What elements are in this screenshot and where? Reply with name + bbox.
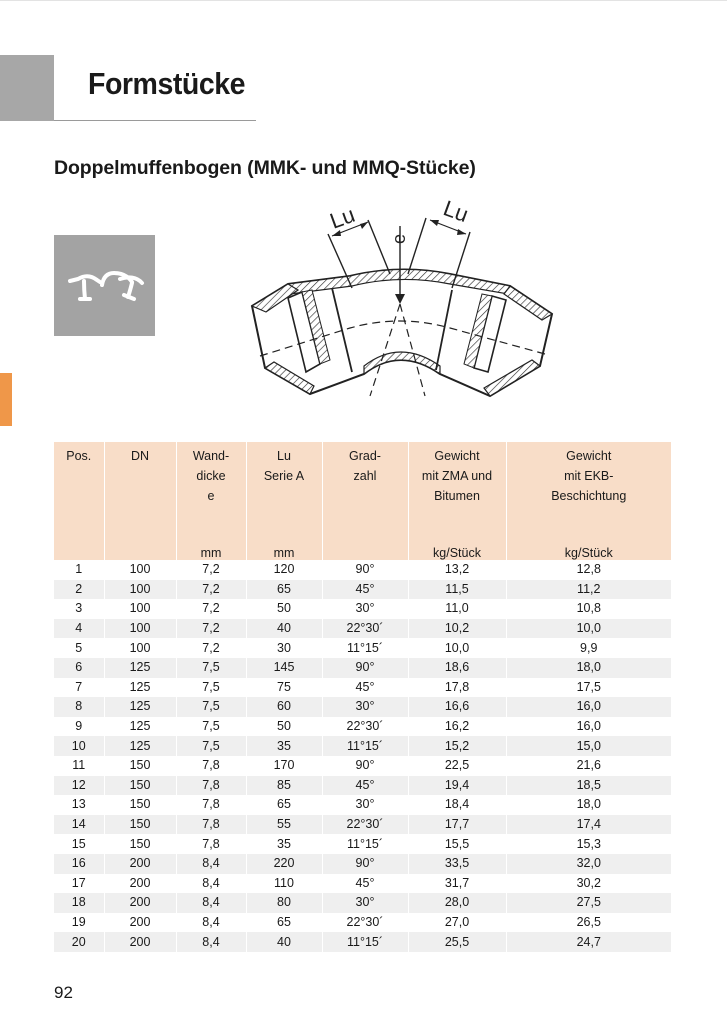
- table-cell: 14: [54, 815, 104, 835]
- table-cell: 19: [71, 914, 86, 929]
- table-cell: 40: [246, 932, 322, 952]
- table-cell: 145: [246, 658, 322, 678]
- table-cell: 100: [104, 599, 176, 619]
- table-cell: 11°15´: [322, 932, 408, 952]
- table-cell: 45°: [322, 874, 408, 894]
- table-cell: 90°: [322, 560, 408, 580]
- table-cell: 16,2: [408, 717, 506, 737]
- table-row: [54, 776, 671, 796]
- table-cell: 12: [54, 776, 104, 796]
- table-cell: 30°: [322, 795, 408, 815]
- table-cell: 9: [75, 719, 83, 734]
- table-cell: 30°: [322, 893, 408, 913]
- table-cell: 120: [246, 560, 322, 580]
- table-cell: 35: [246, 736, 322, 756]
- table-cell: 30,2: [506, 874, 671, 894]
- table-cell: 90°: [322, 658, 408, 678]
- table-cell: 150: [104, 815, 176, 835]
- diagram-label-lu-left: Lu: [326, 201, 359, 234]
- table-cell: 7,5: [176, 658, 246, 678]
- table-cell: 100: [104, 638, 176, 658]
- table-cell: 125: [104, 658, 176, 678]
- table-cell: 50: [246, 599, 322, 619]
- table-cell: 85: [246, 776, 322, 796]
- table-cell: 125: [104, 678, 176, 698]
- diagram-label-lu-right: Lu: [440, 196, 472, 228]
- table-body: [54, 560, 671, 952]
- table-row: [54, 678, 671, 698]
- table-cell: 10,0: [506, 619, 671, 639]
- table-cell: 15,0: [506, 736, 671, 756]
- table-cell: 24,7: [506, 932, 671, 952]
- column-header: [54, 442, 104, 560]
- page-title: Formstücke: [88, 66, 246, 101]
- table-cell: 11°15´: [322, 638, 408, 658]
- table-cell: 19,4: [408, 776, 506, 796]
- table-cell: 60: [246, 697, 322, 717]
- column-header-unit: kg/Stück: [433, 546, 481, 560]
- table-cell: 7,2: [176, 580, 246, 600]
- column-header: [506, 442, 671, 560]
- table-cell: 4: [54, 619, 104, 639]
- table-cell: 27,0: [408, 913, 506, 933]
- table-row: [54, 717, 671, 737]
- table-cell: 11,0: [408, 599, 506, 619]
- table-cell: 7,5: [176, 736, 246, 756]
- table-cell: 150: [104, 756, 176, 776]
- table-cell: 26,5: [506, 913, 671, 933]
- table-row: [54, 874, 671, 894]
- double-socket-bend-drawing: [240, 196, 560, 426]
- table-cell: 7,2: [176, 638, 246, 658]
- table-cell: 55: [246, 815, 322, 835]
- table-cell: 17,5: [506, 678, 671, 698]
- table-cell: 45°: [322, 580, 408, 600]
- table-cell: 15,2: [408, 736, 506, 756]
- table-cell: 170: [246, 756, 322, 776]
- column-header: [408, 442, 506, 560]
- table-cell: 11: [72, 758, 86, 773]
- table-cell: 125: [104, 717, 176, 737]
- table-cell: 100: [104, 619, 176, 639]
- table-cell: 18: [54, 893, 104, 913]
- table-cell: 15: [71, 836, 86, 851]
- table-cell: 8,4: [176, 932, 246, 952]
- table-cell: 200: [104, 932, 176, 952]
- table-row: [54, 599, 671, 619]
- double-socket-bend-icon: [54, 235, 155, 336]
- table-cell: 9,9: [506, 638, 671, 658]
- table-cell: 125: [104, 697, 176, 717]
- header-underline: [54, 120, 256, 121]
- table-cell: 8: [54, 697, 104, 717]
- table-row: [54, 638, 671, 658]
- table-cell: 200: [104, 874, 176, 894]
- table-cell: 6: [54, 658, 104, 678]
- table-cell: 17,7: [408, 815, 506, 835]
- table-cell: 100: [104, 580, 176, 600]
- table-cell: 35: [246, 834, 322, 854]
- table-cell: 125: [104, 736, 176, 756]
- table-cell: 7: [75, 679, 83, 694]
- table-row: [54, 795, 671, 815]
- top-divider: [0, 0, 727, 1]
- table-row: [54, 658, 671, 678]
- table-cell: 7,8: [176, 795, 246, 815]
- table-cell: 150: [104, 834, 176, 854]
- table-cell: 20: [54, 932, 104, 952]
- table-cell: 200: [104, 854, 176, 874]
- table-cell: 2: [54, 580, 104, 600]
- table-cell: 90°: [322, 756, 408, 776]
- table-cell: 200: [104, 893, 176, 913]
- table-row: [54, 834, 671, 854]
- table-cell: 65: [246, 795, 322, 815]
- table-cell: 15,3: [506, 834, 671, 854]
- table-cell: 10,0: [408, 638, 506, 658]
- table-cell: 11°15´: [322, 736, 408, 756]
- table-cell: 65: [246, 913, 322, 933]
- table-cell: 11°15´: [322, 834, 408, 854]
- column-header: [246, 442, 322, 560]
- table-cell: 27,5: [506, 893, 671, 913]
- table-cell: 22,5: [408, 756, 506, 776]
- table-cell: 220: [246, 854, 322, 874]
- table-cell: 7,2: [176, 560, 246, 580]
- table-cell: 18,0: [506, 658, 671, 678]
- column-header-unit: mm: [200, 546, 222, 560]
- table-cell: 7,8: [176, 776, 246, 796]
- table-cell: 7,5: [176, 697, 246, 717]
- column-header-label: Gewicht mit EKB- Beschichtung: [551, 449, 627, 503]
- table-cell: 8,4: [176, 874, 246, 894]
- table-cell: 18,5: [506, 776, 671, 796]
- table-row: [54, 580, 671, 600]
- table-cell: 8,4: [176, 893, 246, 913]
- table-cell: 13,2: [408, 560, 506, 580]
- table-row: [54, 932, 671, 952]
- table-row: [54, 815, 671, 835]
- table-header-row: [54, 442, 671, 560]
- table-cell: 30°: [322, 697, 408, 717]
- table-cell: 16: [54, 854, 104, 874]
- table-cell: 3: [75, 601, 83, 616]
- table-cell: 50: [246, 717, 322, 737]
- column-header-label: Wand- dicke e: [192, 449, 230, 503]
- table-cell: 45°: [322, 776, 408, 796]
- column-header-label: Pos.: [66, 449, 92, 463]
- table-cell: 150: [104, 776, 176, 796]
- table-cell: 31,7: [408, 874, 506, 894]
- table-cell: 90°: [322, 854, 408, 874]
- table-row: [54, 619, 671, 639]
- table-row: [54, 893, 671, 913]
- table-cell: 28,0: [408, 893, 506, 913]
- table-cell: 75: [246, 678, 322, 698]
- table-cell: 8,4: [176, 913, 246, 933]
- table-cell: 22°30´: [322, 717, 408, 737]
- table-cell: 25,5: [408, 932, 506, 952]
- header-color-block: [0, 55, 54, 121]
- column-header-label: Grad- zahl: [349, 449, 381, 483]
- table-cell: 7,5: [176, 717, 246, 737]
- diagram-label-e: e: [389, 233, 409, 244]
- table-row: [54, 756, 671, 776]
- table-row: [54, 697, 671, 717]
- table-cell: 16,0: [506, 717, 671, 737]
- column-header: [104, 442, 176, 560]
- table-cell: 33,5: [408, 854, 506, 874]
- table-cell: 18,6: [408, 658, 506, 678]
- dimensions-table: [54, 442, 671, 952]
- table-cell: 13: [71, 797, 86, 812]
- table-cell: 7,8: [176, 834, 246, 854]
- table-cell: 18,4: [408, 795, 506, 815]
- table-cell: 10,2: [408, 619, 506, 639]
- table-row: [54, 913, 671, 933]
- table-cell: 22°30´: [322, 815, 408, 835]
- table-cell: 100: [104, 560, 176, 580]
- table-cell: 21,6: [506, 756, 671, 776]
- page-number: 92: [54, 983, 73, 1002]
- table-cell: 7,2: [176, 619, 246, 639]
- table-row: [54, 854, 671, 874]
- column-header-label: Lu Serie A: [263, 449, 305, 483]
- table-cell: 16,6: [408, 697, 506, 717]
- table-cell: 5: [75, 640, 83, 655]
- table-cell: 7,5: [176, 678, 246, 698]
- table-cell: 65: [246, 580, 322, 600]
- table-cell: 30°: [322, 599, 408, 619]
- table-cell: 12,8: [506, 560, 671, 580]
- table-cell: 11,2: [506, 580, 671, 600]
- table-cell: 8,4: [176, 854, 246, 874]
- section-title: Doppelmuffenbogen (MMK- und MMQ-Stücke): [54, 157, 476, 179]
- table-cell: 45°: [322, 678, 408, 698]
- table-cell: 32,0: [506, 854, 671, 874]
- column-header: [176, 442, 246, 560]
- table-cell: 15,5: [408, 834, 506, 854]
- table-cell: 30: [246, 638, 322, 658]
- table-cell: 18,0: [506, 795, 671, 815]
- table-cell: 80: [246, 893, 322, 913]
- column-header-unit: mm: [273, 546, 295, 560]
- table-cell: 7,8: [176, 756, 246, 776]
- table-cell: 17,8: [408, 678, 506, 698]
- table-cell: 110: [246, 874, 322, 894]
- table-cell: 200: [104, 913, 176, 933]
- table-cell: 10: [54, 736, 104, 756]
- table-cell: 10,8: [506, 599, 671, 619]
- column-header: [322, 442, 408, 560]
- table-cell: 7,2: [176, 599, 246, 619]
- table-cell: 17: [71, 875, 86, 890]
- column-header-unit: kg/Stück: [564, 546, 613, 560]
- table-cell: 7,8: [176, 815, 246, 835]
- table-cell: 22°30´: [322, 619, 408, 639]
- table-cell: 1: [75, 562, 83, 577]
- column-header-label: DN: [130, 449, 150, 463]
- table-cell: 11,5: [408, 580, 506, 600]
- table-row: [54, 736, 671, 756]
- table-cell: 40: [246, 619, 322, 639]
- table-cell: 17,4: [506, 815, 671, 835]
- column-header-label: Gewicht mit ZMA und Bitumen: [421, 449, 493, 503]
- table-cell: 16,0: [506, 697, 671, 717]
- table-cell: 22°30´: [322, 913, 408, 933]
- table-cell: 150: [104, 795, 176, 815]
- chapter-tab: [0, 373, 12, 426]
